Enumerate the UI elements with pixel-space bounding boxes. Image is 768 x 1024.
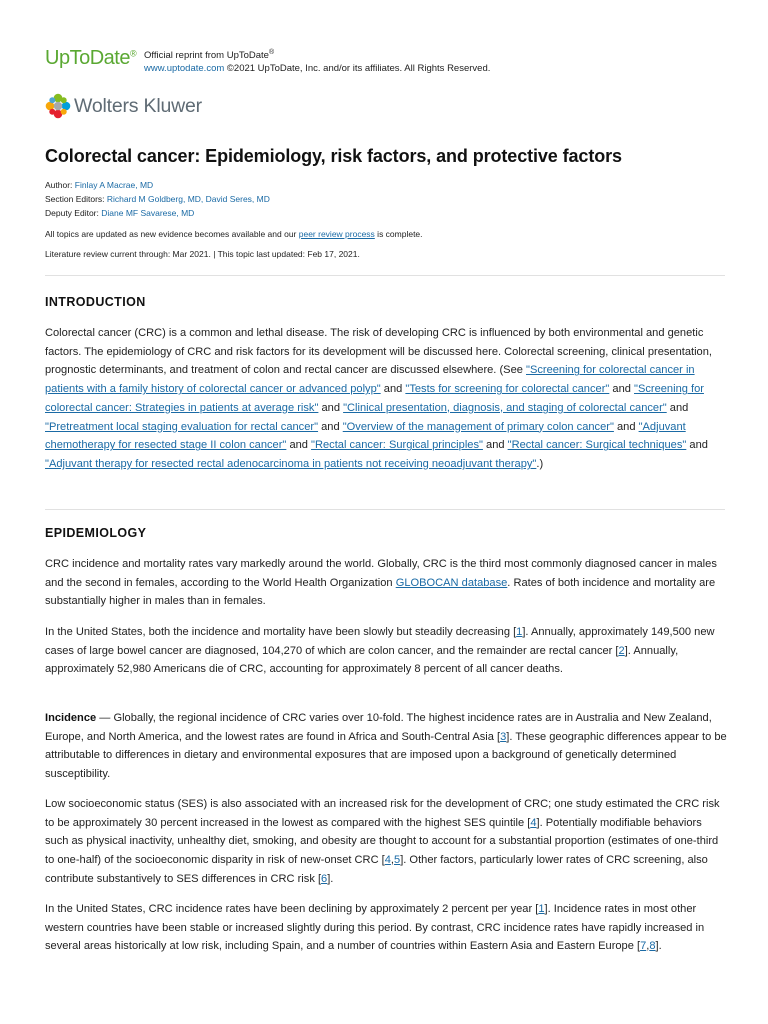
topic-link[interactable]: "Adjuvant chemotherapy for resected stage II colon cancer" — [45, 420, 686, 452]
reprint-notice: Official reprint from UpToDate® www.uptodate.com ©2021 UpToDate, Inc. and/or its affiliates. All Rights Reserved. — [144, 49, 491, 75]
wolters-kluwer-mark-icon — [45, 93, 71, 119]
intro-paragraph: Colorectal cancer (CRC) is a common and lethal disease. The risk of developing CRC is influenced by both environmental and genetic factors. The epidemiology of CRC and risk factors for its development will be discussed here. Colorectal screening, clinical presentation, prognostic determinants, and treatment of colon and rectal cancer are discussed elsewhere. (See "Screening for colorectal cancer in patients with a family history of colorectal cancer or advanced polyp" and "Tests for screening for colorectal cancer" and "Screening for colorectal cancer: Strategies in patients at average risk" and "Clinical presentation, diagnosis, and staging of colorectal cancer" and "Pretreatment local staging evaluation for rectal cancer" and "Overview of the management of primary colon cancer" and "Adjuvant chemotherapy for resected stage II colon cancer" and "Rectal cancer: Surgical principles" and "Rectal cancer: Surgical techniques" and "Adjuvant therapy for resected rectal adenocarcinoma in patients not receiving neoadjuvant therapy".) — [45, 327, 712, 470]
section-heading-introduction: INTRODUCTION — [45, 295, 146, 309]
reference-link[interactable]: 4 — [384, 854, 391, 867]
reference-link[interactable]: 2 — [618, 644, 625, 657]
reprint-label: Official reprint from UpToDate — [144, 50, 269, 62]
section-heading-epidemiology: EPIDEMIOLOGY — [45, 526, 147, 540]
page-title: Colorectal cancer: Epidemiology, risk factors, and protective factors — [45, 146, 622, 166]
topic-link[interactable]: "Rectal cancer: Surgical principles" — [311, 439, 483, 452]
topic-link[interactable]: "Screening for colorectal cancer: Strategies in patients at average risk" — [45, 383, 704, 414]
review-date-note: Literature review current through: Mar 2021. | This topic last updated: Feb 17, 2021. — [45, 249, 360, 259]
reference-link[interactable]: 6 — [321, 872, 328, 885]
reprint-header — [45, 46, 725, 74]
reference-link[interactable]: 1 — [516, 626, 523, 638]
epidemiology-paragraph: CRC incidence and mortality rates vary markedly around the world. Globally, CRC is the third most commonly diagnosed cancer in males and the second in females, according to the World Health Organization GLOBOCAN database. Rates of both incidence and mortality are substantially higher in males than in females. — [45, 558, 717, 608]
epidemiology-paragraph: In the United States, both the incidence and mortality have been slowly but steadily decreasing [1]. Annually, approximately 149,500 new cases of large bowel cancer are diagnosed, 104,270 of which are colon cancer, and the remainder are rectal cancer [2]. Annually, approximately 52,980 Americans die of CRC, accounting for approximately 8 percent of all cancer deaths. — [45, 626, 715, 676]
divider — [45, 509, 725, 510]
topic-link[interactable]: "Pretreatment local staging evaluation for rectal cancer" — [45, 420, 319, 433]
publisher-name: Wolters Kluwer — [74, 95, 202, 117]
reference-link[interactable]: 7 — [640, 940, 647, 953]
reference-link[interactable]: 5 — [394, 854, 401, 867]
topic-link[interactable]: "Tests for screening for colorectal cancer" — [405, 383, 610, 396]
reference-link[interactable]: 1 — [538, 903, 545, 915]
reference-link[interactable]: 4 — [530, 816, 537, 829]
subsection-heading-incidence: Incidence — [45, 712, 97, 724]
divider — [45, 275, 725, 276]
update-note: All topics are updated as new evidence becomes available and our peer review process is complete. — [45, 229, 423, 239]
topic-link[interactable]: "Overview of the management of primary colon cancer" — [342, 420, 614, 433]
deputy-editor-link[interactable]: Diane MF Savarese, MD — [101, 208, 195, 218]
epidemiology-paragraph: Low socioeconomic status (SES) is also associated with an increased risk for the development of CRC; one study estimated the CRC risk to be approximately 30 percent increased in the lowest as compared with the highest SES quintile [4]. Potentially modifiable behaviors such as physical inactivity, unhealthy diet, smoking, and obesity are thought to account for a substantial proportion (estimates of one-third to one-half) of the socioeconomic disparity in risk of new-onset CRC [4,5]. Other factors, particularly lower rates of CRC screening, also contribute substantively to SES differences in CRC risk [6]. — [45, 798, 720, 885]
author-link[interactable]: Finlay A Macrae, MD — [74, 180, 154, 190]
article-credits: Author: Finlay A Macrae, MD Section Editors: Richard M Goldberg, MD, David Seres, MD Deputy Editor: Diane MF Savarese, MD — [45, 180, 270, 218]
copyright-text: ©2021 UpToDate, Inc. and/or its affiliates. All Rights Reserved. — [226, 63, 491, 75]
epidemiology-paragraph: In the United States, CRC incidence rates have been declining by approximately 2 percent per year [1]. Incidence rates in most other western countries have been stable or increased slightly during this period. By contrast, CRC incidence rates have rapidly increased in several areas historically at low risk, including Spain, and a number of countries within Eastern Asia and Eastern Europe [7,8]. — [45, 903, 705, 953]
topic-link[interactable]: "Rectal cancer: Surgical techniques" — [507, 439, 687, 452]
incidence-paragraph: Incidence — Globally, the regional incidence of CRC varies over 10-fold. The highest incidence rates are in Australia and New Zealand, Europe, and North America, and the lowest rates are found in Africa and South-Central Asia [3]. These geographic differences appear to be attributable to differences in dietary and environmental exposures that are imposed upon a background of genetically determined susceptibility. — [45, 712, 727, 781]
section-editors-link[interactable]: Richard M Goldberg, MD, David Seres, MD — [106, 194, 270, 204]
reference-link[interactable]: 3 — [500, 730, 507, 743]
topic-link[interactable]: "Clinical presentation, diagnosis, and staging of colorectal cancer" — [343, 401, 667, 414]
reference-link[interactable]: 8 — [649, 940, 656, 953]
wolters-kluwer-logo — [45, 93, 245, 119]
uptodate-logo: UpToDate® — [45, 47, 137, 69]
uptodate-url-link[interactable]: www.uptodate.com — [144, 63, 225, 75]
topic-link[interactable]: "Adjuvant therapy for resected rectal adenocarcinoma in patients not receiving neoadjuvant therapy" — [45, 457, 537, 470]
peer-review-link[interactable]: peer review process — [298, 229, 375, 239]
topic-link[interactable]: "Screening for colorectal cancer in patients with a family history of colorectal cancer or advanced polyp" — [45, 364, 695, 396]
globocan-link[interactable]: GLOBOCAN database — [395, 576, 508, 589]
